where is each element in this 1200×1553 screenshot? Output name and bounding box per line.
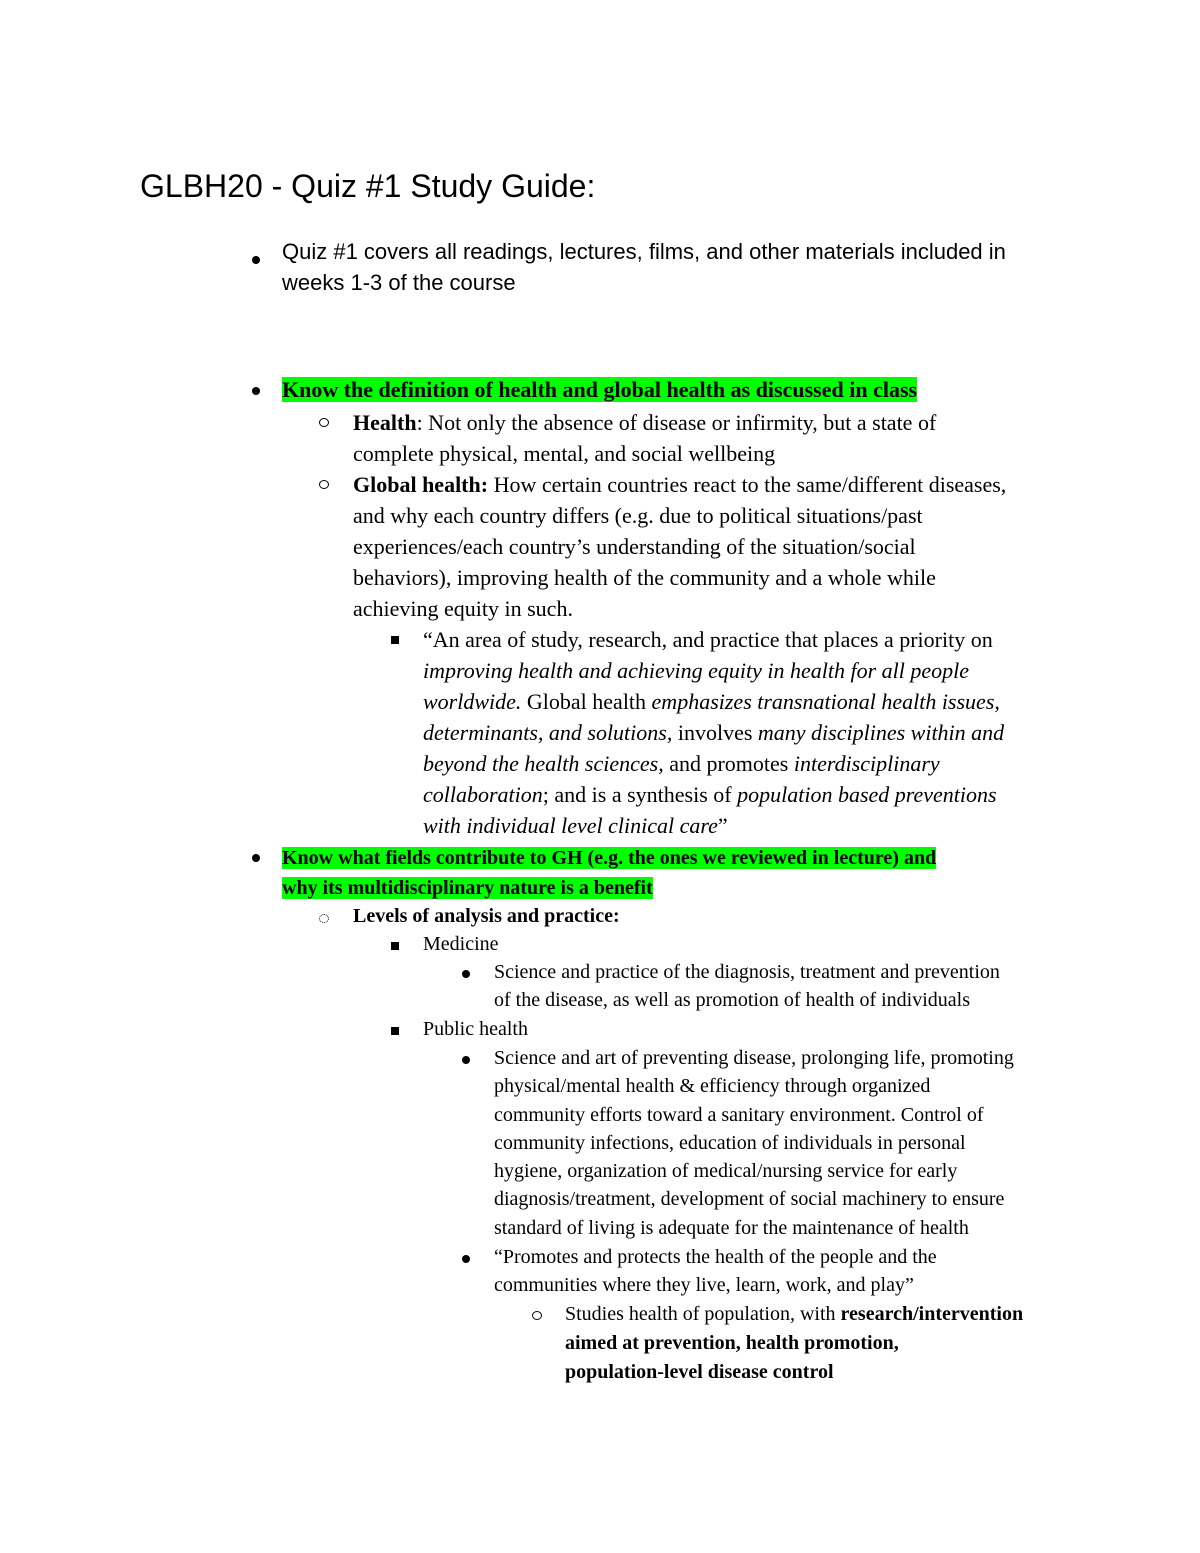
section1-heading xyxy=(282,375,917,405)
quote-line-4a: determinants, and solutions, xyxy=(423,720,673,745)
section1-heading-text: Know the definition of health and global health as discussed in class xyxy=(282,377,918,402)
bullet-square-icon xyxy=(387,632,403,648)
studies-line-2: aimed at prevention, health promotion, xyxy=(565,1332,899,1354)
quote-line-7a: with individual level clinical care xyxy=(423,813,718,838)
quote-line-3c: emphasizes transnational health issues, xyxy=(651,689,1000,714)
quote-line-1: “An area of study, research, and practice that places a priority on xyxy=(423,627,993,652)
public-health-def-line: community infections, education of individuals in personal xyxy=(494,1131,966,1154)
quote-line-5b: and promotes xyxy=(663,751,794,776)
public-health-quote xyxy=(494,1243,937,1299)
intro-bullet xyxy=(282,236,1006,298)
public-health-studies xyxy=(565,1300,1023,1387)
bullet-dot-icon xyxy=(458,966,474,982)
quote-line-6c: population based preventions xyxy=(737,782,997,807)
section2-heading-line-2: why its multidisciplinary nature is a benefit xyxy=(282,877,653,899)
health-def-line-1: : Not only the absence of disease or infirmity, but a state of xyxy=(416,410,937,435)
health-definition xyxy=(353,407,936,469)
global-health-quote xyxy=(423,624,1004,841)
public-health-def-line: diagnosis/treatment, development of social machinery to ensure xyxy=(494,1188,1005,1211)
public-health-def-line: standard of living is adequate for the maintenance of health xyxy=(494,1216,969,1239)
quote-line-5c: interdisciplinary xyxy=(793,751,940,776)
medicine-definition xyxy=(494,958,1000,1014)
quote-line-3a: worldwide. xyxy=(423,689,522,714)
public-health-quote-line-1: “Promotes and protects the health of the people and the xyxy=(494,1246,937,1268)
health-label: Health xyxy=(353,410,417,435)
public-health-label: Public health xyxy=(423,1018,528,1040)
public-health-def-line: physical/mental health & efficiency through organized xyxy=(494,1075,931,1098)
global-health-definition xyxy=(353,469,1006,624)
studies-line-1b: research/intervention xyxy=(840,1303,1024,1325)
bullet-circle-icon xyxy=(316,477,332,493)
public-health-quote-line-2: communities where they live, learn, work, and play” xyxy=(494,1274,914,1296)
bullet-dot-icon xyxy=(248,383,264,399)
bullet-dot-icon xyxy=(248,850,264,866)
bullet-square-icon xyxy=(387,1023,403,1039)
global-health-line-3: experiences/each country’s understanding of the situation/social xyxy=(353,534,916,559)
bullet-square-icon xyxy=(387,938,403,954)
health-def-line-2: complete physical, mental, and social wellbeing xyxy=(353,441,776,466)
quote-line-2: improving health and achieving equity in health for all people xyxy=(423,658,970,683)
bullet-dot-icon xyxy=(458,1052,474,1068)
medicine-def-line-2: of the disease, as well as promotion of health of individuals xyxy=(494,989,971,1011)
section2-heading xyxy=(282,843,936,903)
public-health-def-line: community efforts toward a sanitary environment. Control of xyxy=(494,1103,984,1126)
global-health-label: Global health: xyxy=(353,472,489,497)
global-health-line-1: How certain countries react to the same/different diseases, xyxy=(488,472,1007,497)
medicine-label: Medicine xyxy=(423,933,499,955)
medicine-def-line-1: Science and practice of the diagnosis, treatment and prevention xyxy=(494,961,1000,983)
quote-line-3b: Global health xyxy=(521,689,652,714)
section2-heading-line-1: Know what fields contribute to GH (e.g. the ones we reviewed in lecture) and xyxy=(282,847,937,869)
bullet-circle-icon xyxy=(316,911,332,927)
bullet-dot-icon xyxy=(458,1251,474,1267)
global-health-line-4: behaviors), improving health of the community and a whole while xyxy=(353,565,936,590)
bullet-dot-icon xyxy=(248,248,264,272)
quote-line-4b: involves xyxy=(672,720,758,745)
global-health-line-5: achieving equity in such. xyxy=(353,596,573,621)
public-health-def-line: Science and art of preventing disease, prolonging life, promoting xyxy=(494,1047,1014,1069)
page-title: GLBH20 - Quiz #1 Study Guide: xyxy=(140,168,596,204)
quote-line-6b: ; and is a synthesis of xyxy=(542,782,738,807)
public-health-definition xyxy=(494,1044,1014,1242)
quote-line-5a: beyond the health sciences, xyxy=(423,751,664,776)
global-health-line-2: and why each country differs (e.g. due to political situations/past xyxy=(353,503,923,528)
quote-line-7b: ” xyxy=(717,813,728,838)
intro-line-1: Quiz #1 covers all readings, lectures, films, and other materials included in xyxy=(282,239,1006,264)
intro-line-2: weeks 1-3 of the course xyxy=(282,270,516,295)
bullet-circle-icon xyxy=(316,415,332,431)
bullet-circle-icon xyxy=(529,1308,545,1324)
quote-line-6a: collaboration xyxy=(423,782,543,807)
studies-line-3: population-level disease control xyxy=(565,1361,834,1383)
public-health-def-line: hygiene, organization of medical/nursing service for early xyxy=(494,1160,958,1183)
quote-line-4c: many disciplines within and xyxy=(757,720,1005,745)
studies-line-1a: Studies health of population, with xyxy=(565,1303,841,1325)
levels-label: Levels of analysis and practice: xyxy=(353,905,620,927)
